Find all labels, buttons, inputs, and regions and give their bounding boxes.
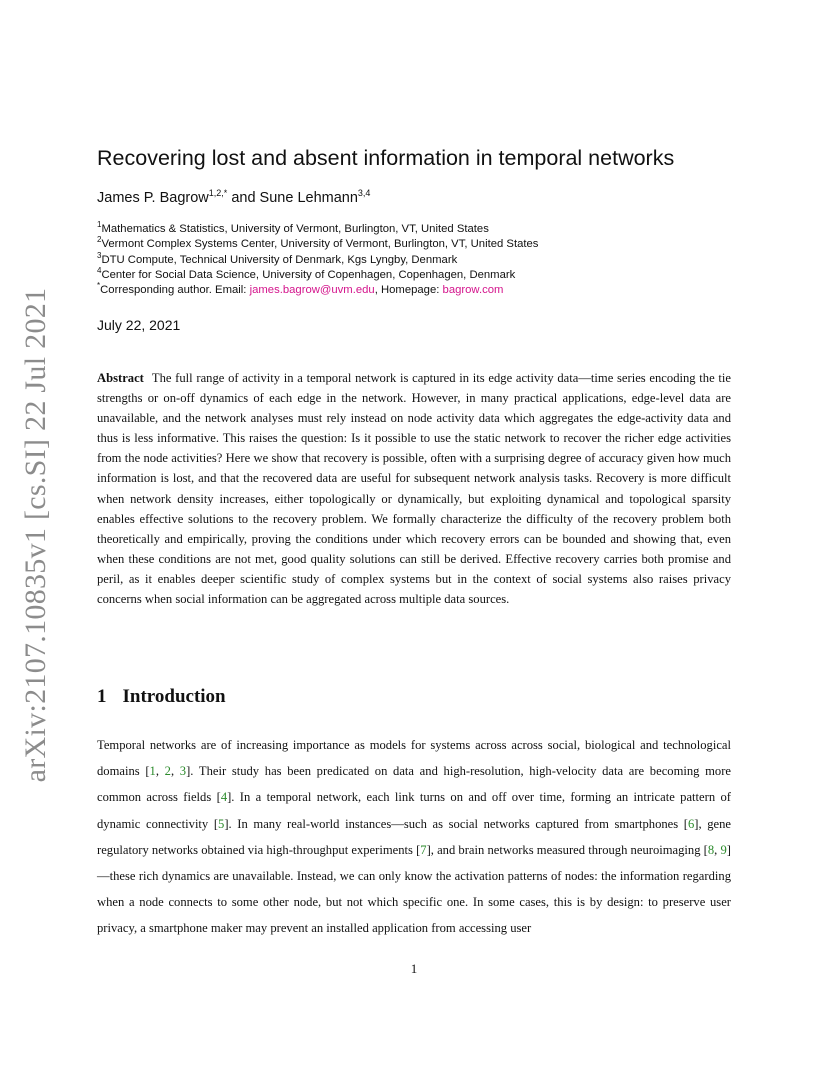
section-heading [97,686,226,708]
author-affiliation-marks: 1,2,* [208,188,228,198]
citation-link[interactable]: 6 [687,816,695,831]
intro-text: ]. Their study has been predicated on data and high-resolution, high-velocity data are becoming more common across fields [ [97,764,732,805]
author-affiliation-marks: 3,4 [357,188,371,198]
citation-link[interactable]: 9 [720,842,727,857]
affiliation-line [97,250,538,268]
corresponding-prefix: Corresponding author. Email: [100,284,250,297]
section-number: 1 [97,686,107,707]
publication-date: July 22, 2021 [97,317,181,333]
affiliation-line [97,237,538,252]
citation-separator: , [714,842,721,857]
homepage-link[interactable]: bagrow.com [442,284,504,297]
affiliation-text: Center for Social Data Science, University of Copenhagen, Copenhagen, Denmark [101,268,516,281]
citation-link[interactable]: 5 [218,816,225,831]
affiliation-line [97,222,538,237]
introduction-paragraph [97,732,731,942]
affiliation-mark: 1 [97,220,102,229]
affiliation-mark: 2 [97,235,102,245]
intro-text: ]. In many real-world instances—such as social networks captured from smartphones [ [224,816,688,831]
corresponding-mark: * [97,281,101,291]
affiliation-line [97,265,538,283]
intro-text: ], gene regulatory networks obtained via high-throughput experiments [ [97,816,731,857]
citation-link[interactable]: 7 [420,842,427,857]
email-link[interactable]: james.bagrow@uvm.edu [249,284,375,297]
affiliation-mark: 3 [97,250,102,260]
intro-text: ]—these rich dynamics are unavailable. Instead, we can only know the activation patterns of nodes: the information regarding when a node connects to some other node, but not which specific one. In some cases, this is by design: to preserve user privacy, a smartphone maker may prevent an installed application from accessing user [97,842,731,936]
paper-title: Recovering lost and absent information in temporal networks [97,146,675,170]
citation-link[interactable]: 1 [149,764,156,779]
intro-text: ]. In a temporal network, each link turns on and off over time, forming an intricate pattern of dynamic connectivity [ [97,790,731,831]
intro-text: Temporal networks are of increasing importance as models for systems across across social, biological and technological domains [ [97,738,731,779]
page-number: 1 [410,961,418,976]
affiliation-text: DTU Compute, Technical University of Denmark, Kgs Lyngby, Denmark [101,253,458,266]
citation-link[interactable]: 4 [220,790,228,805]
citation-separator: , [170,764,180,779]
citation-link[interactable]: 2 [164,764,171,779]
corresponding-author-line [97,283,538,298]
author-conjunction: and [231,190,256,206]
corresponding-separator: , Homepage: [374,284,443,297]
author-list [97,190,370,206]
citation-link[interactable]: 3 [179,764,187,779]
intro-text: ], and brain networks measured through neuroimaging [ [426,842,708,857]
abstract-text: The full range of activity in a temporal network is captured in its edge activity data—time series encoding the tie strengths or on-off dynamics of each edge in the network. However, in many practical applications, edge-level data are unavailable, and the network analyses must rely instead on node activity data which aggregates the edge-activity data and thus is less informative. This raises the question: Is it possible to use the static network to recover the richer edge activities from the node activities? Here we show that recovery is possible, often with a surprising degree of accuracy given how much information is lost, and that the recovered data are useful for subsequent network analysis tasks. Recovery is more difficult when network density increases, either topologically or dynamically, but exploiting dynamical and topological sparsity enables effective solutions to the recovery problem. We formally characterize the difficulty of the recovery problem both theoretically and empirically, proving the conditions under which recovery errors can be bounded and showing that, even when these conditions are not met, good quality solutions can still be derived. Effective recovery carries both promise and peril, as it enables deeper scientific study of complex systems but in the context of social systems also raises privacy concerns when social information can be aggregated across multiple data sources. [97,371,731,607]
affiliation-text: Vermont Complex Systems Center, University of Vermont, Burlington, VT, United States [101,238,539,251]
affiliation-mark: 4 [97,265,102,275]
affiliation-list [97,222,538,298]
section-title: Introduction [122,686,226,707]
author-name: Sune Lehmann [259,190,358,206]
citation-link[interactable]: 8 [707,842,715,857]
citation-separator: , [155,764,165,779]
arxiv-identifier-stamp: arXiv:2107.10835v1 [cs.SI] 22 Jul 2021 [19,287,52,783]
abstract-label: Abstract [97,371,144,385]
abstract [97,368,731,609]
affiliation-text: Mathematics & Statistics, University of Vermont, Burlington, VT, United States [101,223,489,235]
author-name: James P. Bagrow [97,190,209,206]
